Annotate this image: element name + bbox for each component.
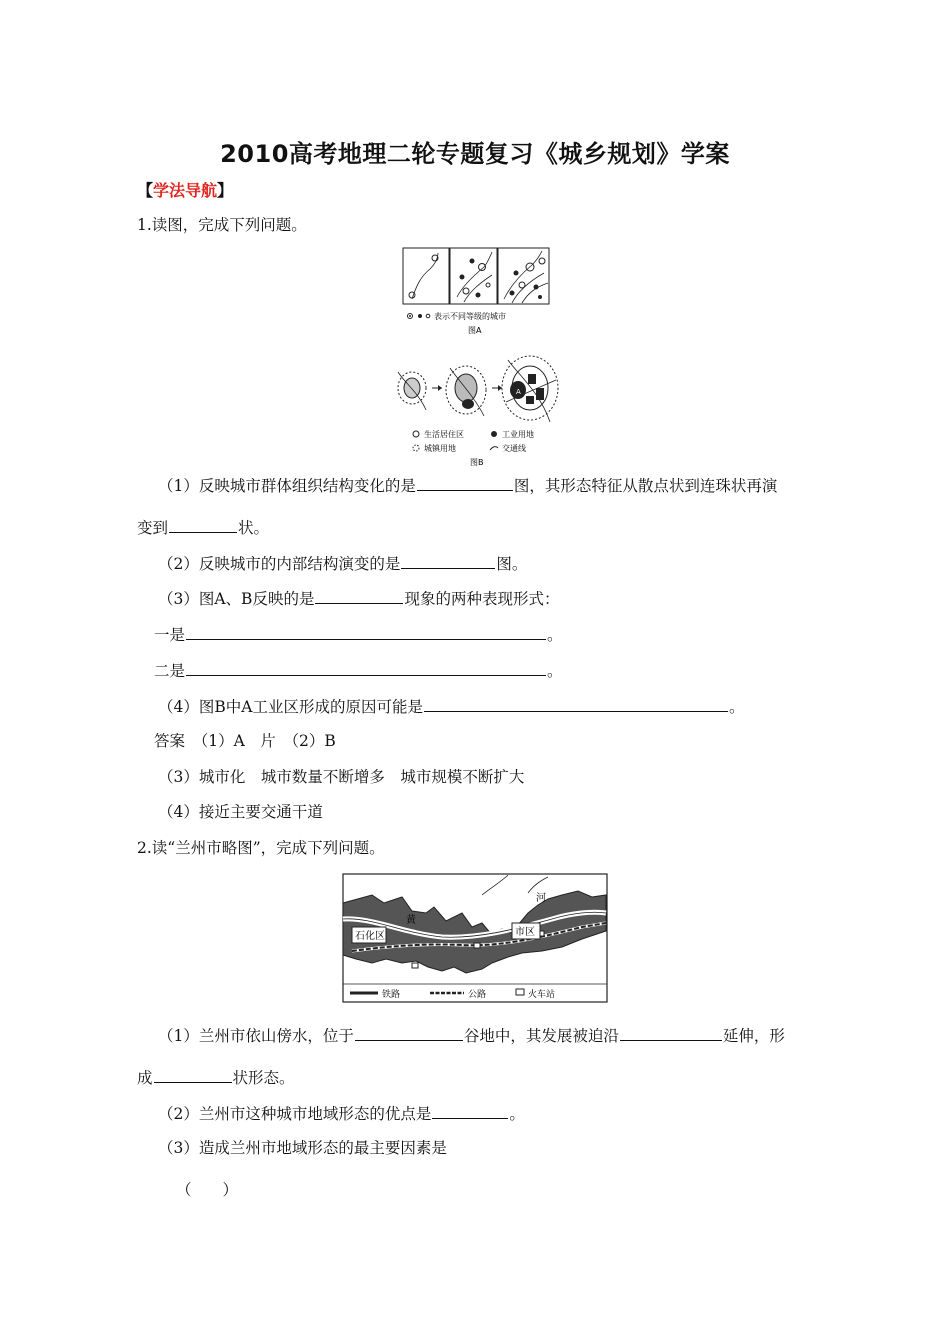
q2-part1-line1 bbox=[158, 1024, 785, 1046]
q1-part4 bbox=[158, 695, 744, 717]
q1-p1-text-a: （1）反映城市群体组织结构变化的是 bbox=[158, 477, 416, 495]
q2-p1-text-c: 延伸，形 bbox=[722, 1027, 785, 1045]
q2-p1-blank-3 bbox=[154, 1066, 232, 1083]
q1-part3 bbox=[158, 587, 559, 609]
q1-part3-second bbox=[154, 659, 563, 681]
q1-p2-blank bbox=[401, 552, 495, 569]
q2-p1-blank-1 bbox=[355, 1024, 463, 1041]
lanzhou-map bbox=[342, 873, 608, 1003]
figa-legend: 表示不同等级的城市 bbox=[434, 312, 506, 321]
q1-answer-2: （3）城市化 城市数量不断增多 城市规模不断扩大 bbox=[158, 768, 525, 786]
q1-p3-text-b: 现象的两种表现形式： bbox=[404, 590, 560, 608]
q2-p1-text-a: （1）兰州市依山傍水，位于 bbox=[158, 1027, 354, 1045]
map-legend-rail: 铁路 bbox=[382, 990, 401, 1000]
q2-p2-text-a: （2）兰州市这种城市地域形态的优点是 bbox=[158, 1105, 432, 1123]
q1-p3-blank bbox=[315, 587, 403, 604]
q1-part1-line1 bbox=[158, 474, 777, 496]
map-legend-station: 火车站 bbox=[528, 990, 556, 1000]
q1-p2-text-a: （2）反映城市的内部结构演变的是 bbox=[158, 555, 401, 573]
q1-p1-blank-2 bbox=[169, 516, 237, 533]
figb-legend-2: 工业用地 bbox=[502, 430, 534, 439]
figure-b bbox=[390, 352, 562, 472]
q1-p3-blank-second bbox=[186, 659, 546, 676]
q1-part1-line2 bbox=[137, 516, 269, 538]
figure-a bbox=[402, 247, 550, 342]
q2-p2-blank bbox=[432, 1102, 508, 1119]
q1-answer-3: （4）接近主要交通干道 bbox=[158, 803, 323, 821]
q2-p1-text-e: 状形态。 bbox=[232, 1069, 295, 1087]
section-heading bbox=[137, 178, 233, 201]
q1-p3-text-c: 一是 bbox=[154, 626, 186, 644]
q1-p3-blank-first bbox=[186, 623, 546, 640]
q2-p2-text-b: 。 bbox=[509, 1105, 525, 1123]
q1-part3-first bbox=[154, 623, 563, 645]
section-label: 学法导航 bbox=[153, 181, 218, 200]
map-river-2: 河 bbox=[536, 893, 546, 904]
figb-caption: 图B bbox=[470, 458, 484, 467]
q1-p2-text-b: 图。 bbox=[496, 555, 528, 573]
q2-p1-blank-2 bbox=[620, 1024, 722, 1041]
figa-caption: 图A bbox=[468, 326, 482, 335]
map-district-1: 石化区 bbox=[355, 931, 385, 942]
q2-part2 bbox=[158, 1102, 525, 1124]
q1-stem: 1.读图，完成下列问题。 bbox=[137, 216, 307, 234]
q1-answer-1: 答案 （1）A 片 （2）B bbox=[154, 732, 336, 750]
map-river-1: 黄 bbox=[406, 915, 416, 926]
bracket-open: 【 bbox=[137, 181, 154, 200]
q1-p4-blank bbox=[424, 695, 728, 712]
q1-p1-text-b: 图，其形态特征从散点状到连珠状再演 bbox=[513, 477, 778, 495]
figb-label-a: A bbox=[516, 388, 521, 396]
q1-p4-text-a: （4）图B中A工业区形成的原因可能是 bbox=[158, 698, 423, 716]
q1-p1-text-d: 状。 bbox=[238, 519, 270, 537]
q1-p1-blank-1 bbox=[417, 474, 513, 491]
q1-part2 bbox=[158, 552, 527, 574]
q1-p3-text-d: 。 bbox=[547, 626, 563, 644]
figb-legend-3: 城镇用地 bbox=[424, 444, 456, 453]
q2-answer-parentheses: （ ） bbox=[176, 1181, 239, 1199]
q1-p3-text-f: 。 bbox=[547, 662, 563, 680]
q1-p1-text-c: 变到 bbox=[137, 519, 169, 537]
q1-p4-text-b: 。 bbox=[728, 698, 745, 716]
q1-p3-text-a: （3）图A、B反映的是 bbox=[158, 590, 315, 608]
q2-p1-text-b: 谷地中，其发展被迫沿 bbox=[463, 1027, 619, 1045]
q2-part3: （3）造成兰州市地域形态的最主要因素是 bbox=[158, 1139, 447, 1157]
q2-stem: 2.读“兰州市略图”，完成下列问题。 bbox=[137, 839, 385, 857]
q1-p3-text-e: 二是 bbox=[154, 662, 186, 680]
map-district-2: 市区 bbox=[515, 927, 535, 938]
page-title: 2010高考地理二轮专题复习《城乡规划》学案 bbox=[220, 140, 730, 168]
figb-legend-4: 交通线 bbox=[502, 444, 526, 453]
q2-p1-text-d: 成 bbox=[137, 1069, 153, 1087]
q2-part1-line2 bbox=[137, 1066, 295, 1088]
figb-legend-1: 生活居住区 bbox=[424, 430, 464, 439]
map-legend-road: 公路 bbox=[468, 990, 487, 1000]
bracket-close: 】 bbox=[217, 181, 234, 200]
